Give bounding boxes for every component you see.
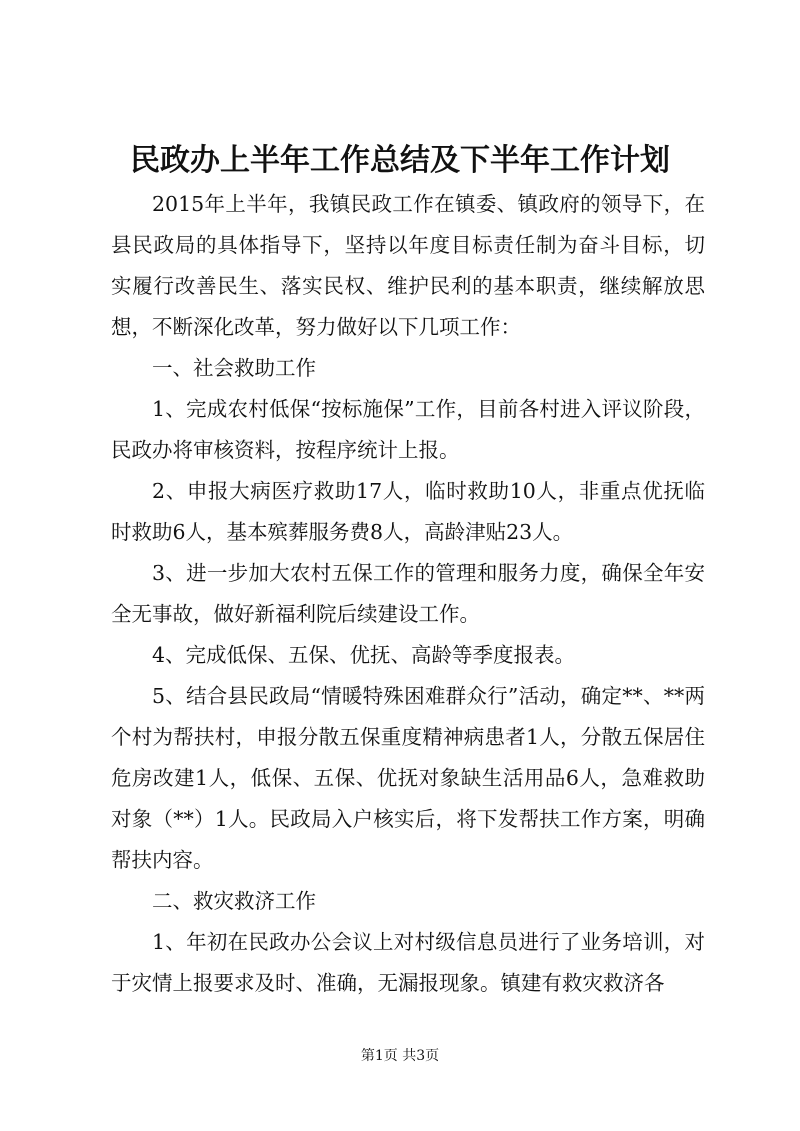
section-heading-social-assistance: 一、社会救助工作 (152, 356, 316, 380)
document-title: 民政办上半年工作总结及下半年工作计划 (130, 143, 670, 178)
paragraph-relief-item-1: 1、年初在民政办公会议上对村级信息员进行了业务培训，对于灾情上报要求及时、准确，无漏报现象。镇建有救灾救济各 (111, 930, 705, 995)
paragraph-item-5: 5、结合县民政局“情暖特殊困难群众行”活动，确定**、**两个村为帮扶村，申报分散五保重度精神病患者1人，分散五保居住危房改建1人，低保、五保、优抚对象缺生活用品6人，急难救助对象（**）1人。民政局入户核实后，将下发帮扶工作方案，明确帮扶内容。 (111, 684, 705, 872)
section-heading-disaster-relief: 二、救灾救济工作 (152, 889, 316, 913)
paragraph-item-3: 3、进一步加大农村五保工作的管理和服务力度，确保全年安全无事故，做好新福利院后续建设工作。 (111, 561, 705, 626)
paragraph-item-2: 2、申报大病医疗救助17人，临时救助10人，非重点优抚临时救助6人，基本殡葬服务费8人，高龄津贴23人。 (111, 479, 705, 544)
document-body (111, 184, 705, 1004)
paragraph-item-1: 1、完成农村低保“按标施保”工作，目前各村进入评议阶段，民政办将审核资料，按程序统计上报。 (111, 397, 705, 462)
paragraph-item-4: 4、完成低保、五保、优抚、高龄等季度报表。 (152, 643, 576, 667)
paragraph-intro: 2015年上半年，我镇民政工作在镇委、镇政府的领导下，在县民政局的具体指导下，坚持以年度目标责任制为奋斗目标，切实履行改善民生、落实民权、维护民利的基本职责，继续解放思想，不断深化改革，努力做好以下几项工作： (111, 192, 705, 339)
page-footer: 第1页 共3页 (360, 1048, 440, 1064)
